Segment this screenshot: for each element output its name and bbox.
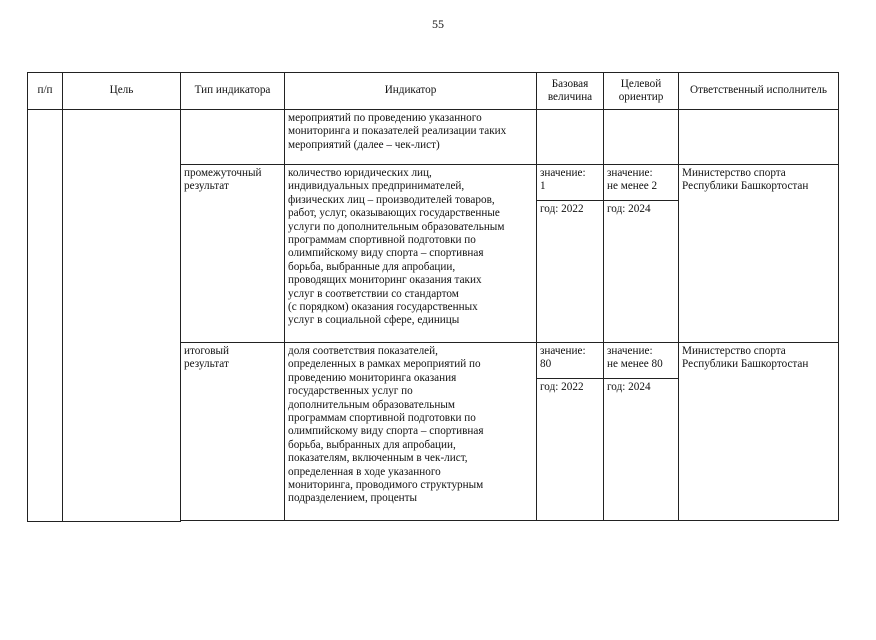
target-value-cell	[604, 110, 679, 165]
goal-cell	[63, 110, 181, 522]
executor-cell: Министерство спорта Республики Башкортостан	[679, 165, 839, 343]
target-year-cell: год: 2024	[604, 201, 679, 343]
header-executor: Ответственный исполнитель	[679, 73, 839, 110]
type-cell: промежуточный результат	[181, 165, 285, 343]
table-header-row	[28, 73, 839, 110]
base-year-cell: год: 2022	[537, 201, 604, 343]
header-goal: Цель	[63, 73, 181, 110]
base-value-cell	[537, 110, 604, 165]
header-base-value: Базовая величина	[537, 73, 604, 110]
indicator-cell: мероприятий по проведению указанного мониторинга и показателей реализации таких мероприятий (далее – чек-лист)	[285, 110, 537, 165]
type-cell	[181, 110, 285, 165]
executor-cell	[679, 110, 839, 165]
table-row	[28, 110, 839, 165]
base-year-cell: год: 2022	[537, 379, 604, 521]
base-value-cell: значение: 1	[537, 165, 604, 201]
header-target: Целевой ориентир	[604, 73, 679, 110]
indicator-cell: количество юридических лиц, индивидуальных предпринимателей, физических лиц – производителей товаров, работ, услуг, оказывающих государственные услуги по дополнительным образовательным программам спортивной подготовки по олимпийскому виду спорта – спортивная борьба, выбранные для апробации, проводящих мониторинг оказания таких услуг в соответствии со стандартом (с порядком) оказания государственных услуг в социальной сфере, единицы	[285, 165, 537, 343]
indicator-cell: доля соответствия показателей, определенных в рамках мероприятий по проведению мониторинга оказания государственных услуг по дополнительным образовательным программам спортивной подготовки по олимпийскому виду спорта – спортивная борьба, выбранных для апробации, показателям, включенным в чек-лист, определенная в ходе указанного мониторинга, проводимого структурным подразделением, проценты	[285, 343, 537, 521]
target-year-cell: год: 2024	[604, 379, 679, 521]
header-indicator-type: Тип индикатора	[181, 73, 285, 110]
header-indicator: Индикатор	[285, 73, 537, 110]
target-value-cell: значение: не менее 2	[604, 165, 679, 201]
target-value-cell: значение: не менее 80	[604, 343, 679, 379]
base-value-cell: значение: 80	[537, 343, 604, 379]
num-cell	[28, 110, 63, 522]
type-cell: итоговый результат	[181, 343, 285, 521]
indicators-table	[27, 72, 839, 522]
header-num: п/п	[28, 73, 63, 110]
executor-cell: Министерство спорта Республики Башкортостан	[679, 343, 839, 521]
page-number: 55	[432, 17, 444, 31]
